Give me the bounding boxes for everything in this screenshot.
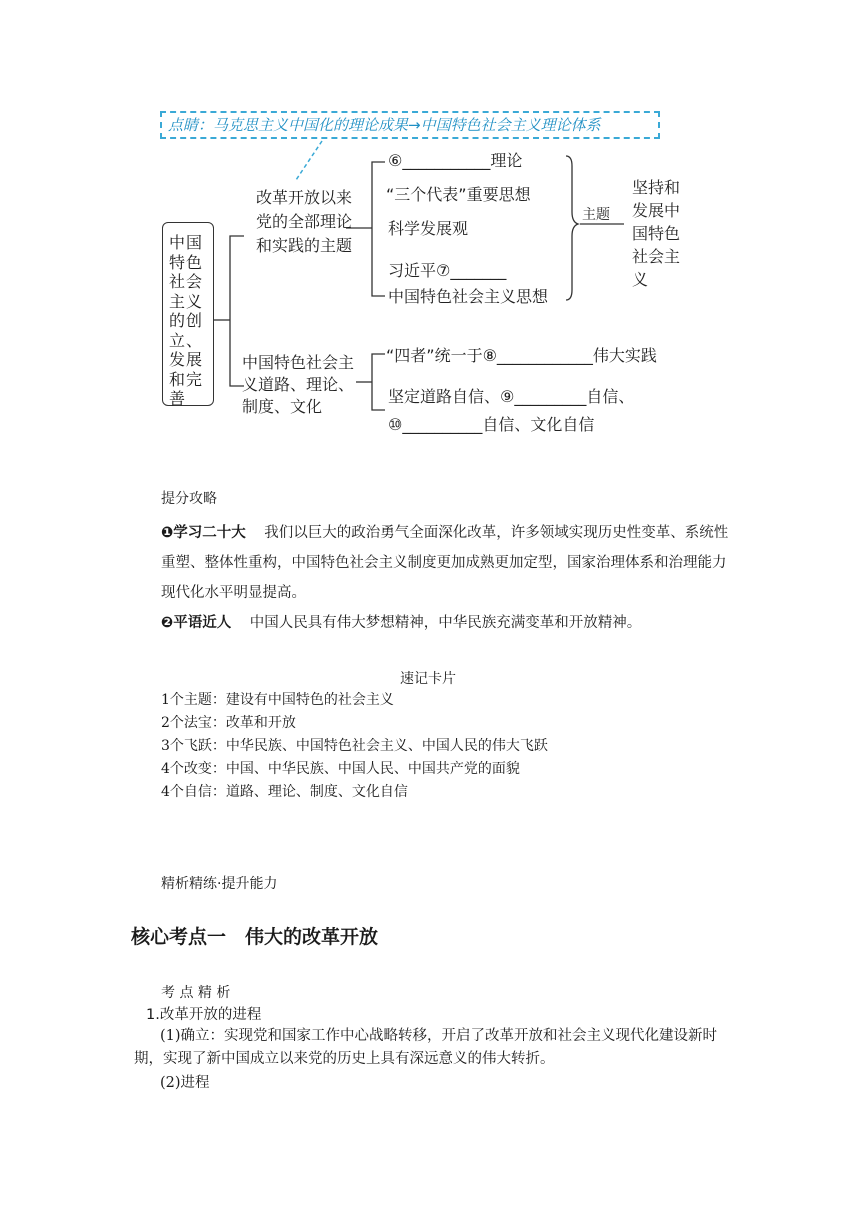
bullet-2-icon: ❷ — [161, 615, 174, 631]
point-1: 1.改革开放的进程 — [146, 1007, 262, 1023]
para-2: (2)进程 — [160, 1075, 210, 1091]
root-box: 中国特色社会主义的创立、发展和完善 — [162, 222, 214, 406]
theme-label: 主题 — [582, 207, 610, 223]
branch1-item-1: ⑥___________理论 — [388, 151, 523, 170]
theme-text: 坚持和发展中国特色社会主义 — [632, 178, 681, 289]
tip-tag-2: 平语近人 — [173, 615, 232, 631]
hint-box: 点睛：马克思主义中国化的理论成果→中国特色社会主义理论体系 — [160, 111, 660, 139]
analysis-label: 考 点 精 析 — [161, 985, 231, 1001]
branch1-label: 改革开放以来党的全部理论和实践的主题 — [256, 188, 353, 255]
tip-tag-1: 学习二十大 — [173, 525, 246, 541]
tip-text-1: 我们以巨大的政治勇气全面深化改革，许多领域实现历史性变革、系统性重塑、整体性重构，中国特色社会主义制度更加成熟更加定型，国家治理体系和治理能力现代化水平明显提高。 — [161, 525, 729, 601]
para-1: (1)确立：实现党和国家工作中心战略转移，开启了改革开放和社会主义现代化建设新时期，实现了新中国成立以来党的历史上具有深远意义的伟大转折。 — [134, 1028, 718, 1067]
branch2-item-3: ⑩__________自信、文化自信 — [388, 415, 595, 434]
branch1-item-3: 科学发展观 — [388, 219, 469, 238]
tip-item-2 — [161, 608, 731, 638]
card-line-5: 4个自信：道路、理论、制度、文化自信 — [161, 784, 408, 800]
branch1-item-4: 习近平⑦_______ — [388, 261, 507, 280]
tips-title: 提分攻略 — [161, 491, 217, 507]
section-heading: 核心考点一 伟大的改革开放 — [131, 926, 379, 948]
branch2-label: 中国特色社会主义道路、理论、制度、文化 — [242, 353, 355, 416]
branch1-item-5: 中国特色社会主义思想 — [388, 287, 549, 306]
branch2-item-2: 坚定道路自信、⑨_________自信、 — [388, 387, 635, 406]
card-line-2: 2个法宝：改革和开放 — [161, 715, 296, 731]
card-line-3: 3个飞跃：中华民族、中国特色社会主义、中国人民的伟大飞跃 — [161, 738, 548, 754]
branch1-item-2: “三个代表”重要思想 — [386, 185, 531, 204]
card-line-1: 1个主题：建设有中国特色的社会主义 — [161, 692, 394, 708]
bullet-1-icon: ❶ — [161, 525, 174, 541]
card-line-4: 4个改变：中国、中华民族、中国人民、中国共产党的面貌 — [161, 761, 520, 777]
branch2-item-1: “四者”统一于⑧____________伟大实践 — [386, 346, 657, 365]
tip-item-1 — [161, 518, 731, 608]
section-subhead: 精析精练·提升能力 — [161, 876, 278, 892]
card-title: 速记卡片 — [400, 671, 456, 687]
tip-text-2: 中国人民具有伟大梦想精神，中华民族充满变革和开放精神。 — [249, 615, 642, 631]
